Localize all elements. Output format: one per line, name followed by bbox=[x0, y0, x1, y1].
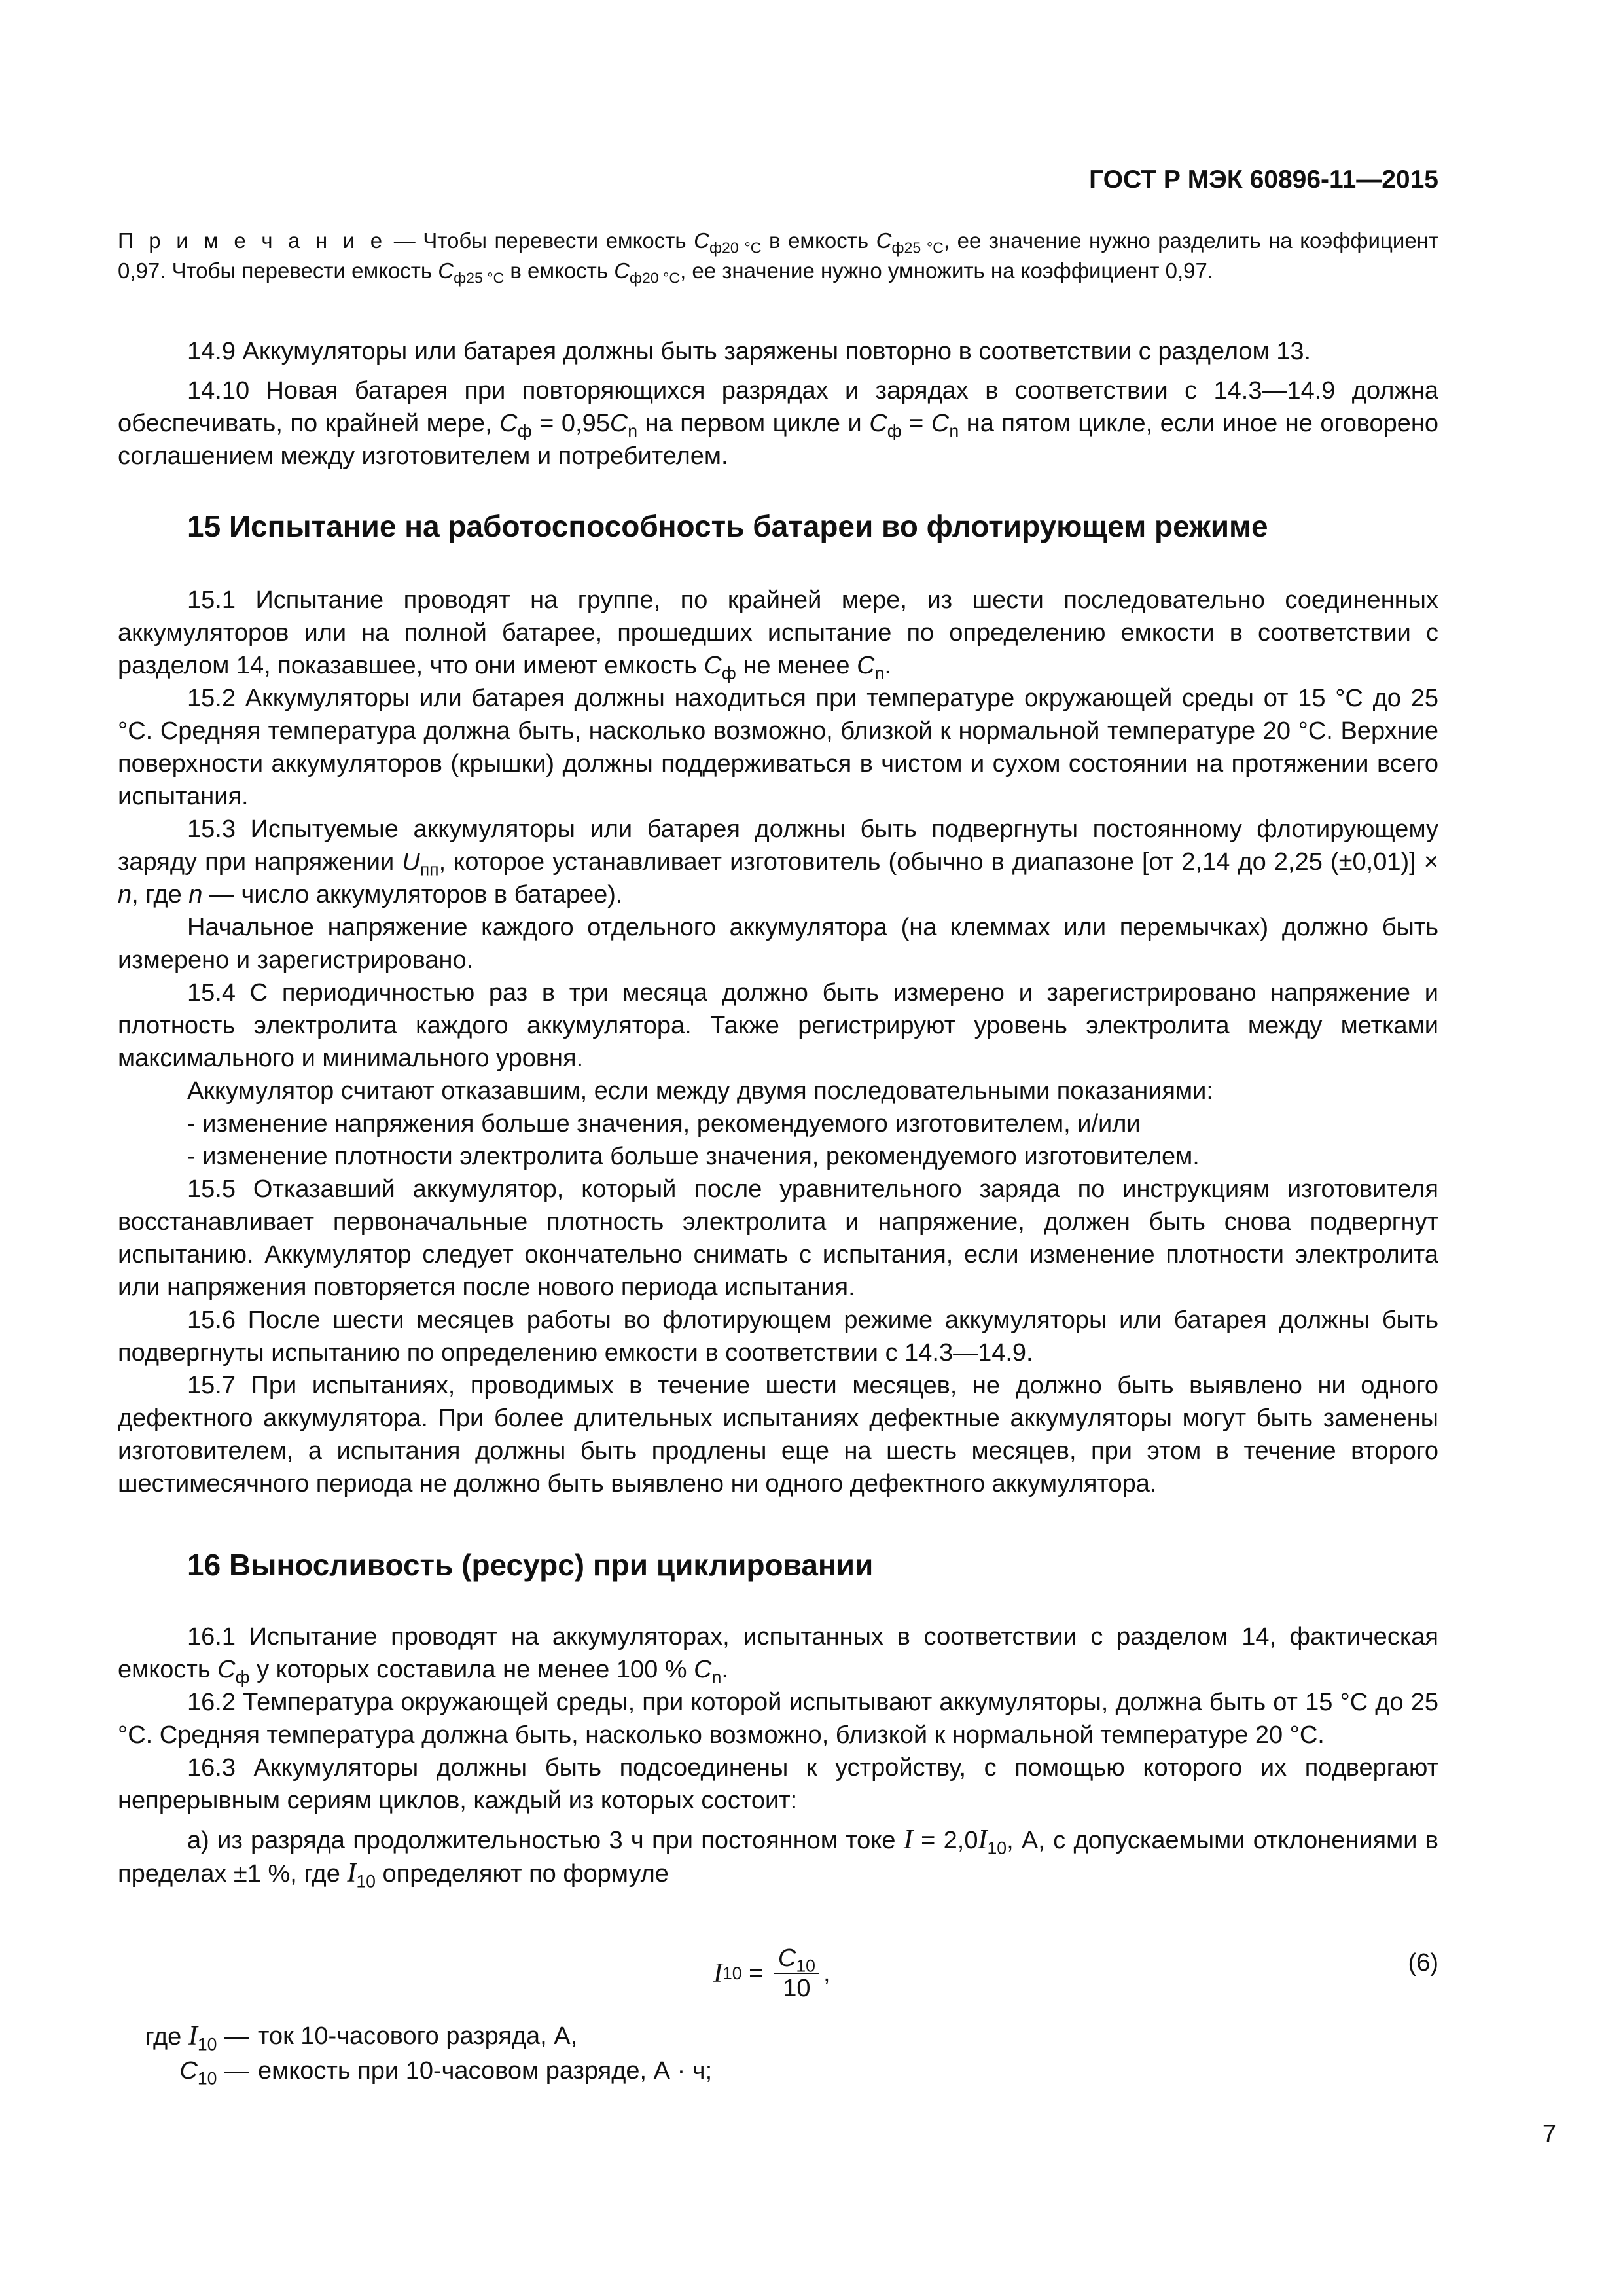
paragraph-14-10 bbox=[118, 374, 1438, 473]
note-subscript: ф20 °C bbox=[709, 239, 762, 257]
note-symbol: C bbox=[614, 259, 630, 283]
paragraph-16-3-a bbox=[118, 1823, 1438, 1890]
document-header: ГОСТ Р МЭК 60896-11—2015 bbox=[1089, 166, 1438, 194]
note-subscript: ф25 °C bbox=[891, 239, 944, 257]
paragraph-15-4-cont: Аккумулятор считают отказавшим, если между двумя последовательными показаниями: bbox=[187, 1077, 1213, 1105]
formula-fraction bbox=[774, 1944, 819, 2003]
symbol: C bbox=[609, 410, 628, 437]
symbol: C bbox=[217, 1656, 236, 1683]
note-symbol: C bbox=[438, 259, 454, 283]
note-symbol: C bbox=[876, 228, 892, 253]
formula-denominator: 10 bbox=[783, 1975, 811, 2002]
text: 15.1 Испытание проводят на группе, по крайней мере, из шести последовательно соединенных аккумуляторов или на полной батарее, прошедших испытание по определению емкости в соответствии с разделом 14, показавшее, что они имеют емкость bbox=[118, 586, 1438, 679]
symbol: C bbox=[179, 2057, 198, 2085]
symbol: I bbox=[347, 1858, 357, 1888]
formula-definitions bbox=[118, 2019, 1438, 2088]
note-symbol: C bbox=[694, 228, 709, 253]
text: 14.10 Новая батарея при повторяющихся разрядах и зарядах в соответствии с 14.3—14.9 должна обеспечивать, по крайней мере, bbox=[118, 377, 1438, 437]
definition-symbol bbox=[118, 2054, 249, 2088]
text: — число аккумуляторов в батарее). bbox=[202, 881, 623, 908]
symbol: C bbox=[499, 410, 518, 437]
section-15-body bbox=[118, 584, 1438, 1500]
note-label: П р и м е ч а н и е bbox=[118, 228, 387, 253]
paragraph-15-4: 15.4 С периодичностью раз в три месяца должно быть измерено и зарегистрировано напряжение и плотность электролита каждого аккумулятора. Также регистрируют уровень электролита между метками максимального и минимального уровня. bbox=[118, 979, 1438, 1072]
section-14-end bbox=[118, 335, 1438, 473]
text: . bbox=[721, 1656, 728, 1683]
symbol: I bbox=[188, 2021, 198, 2051]
symbol: C bbox=[857, 652, 875, 679]
formula-numerator-symbol: C bbox=[777, 1945, 796, 1972]
text: , А, с допускаемыми отклонениями в пределах ±1 %, где bbox=[118, 1827, 1438, 1888]
subscript: n bbox=[874, 663, 885, 683]
paragraph-15-3 bbox=[118, 813, 1438, 911]
definition-row bbox=[118, 2054, 1438, 2088]
subscript: n bbox=[628, 421, 638, 441]
note-text: в емкость bbox=[761, 228, 876, 253]
definition-symbol bbox=[118, 2019, 249, 2054]
text: не менее bbox=[736, 652, 857, 679]
paragraph-14-9: 14.9 Аккумуляторы или батарея должны быть заряжены повторно в соответствии с разделом 13. bbox=[187, 338, 1311, 365]
text: = bbox=[901, 410, 931, 437]
dash-list-item: - изменение напряжения больше значения, рекомендуемого изготовителем, и/или bbox=[187, 1110, 1141, 1138]
text: определяют по формуле bbox=[375, 1860, 669, 1888]
note-text: в емкость bbox=[504, 259, 615, 283]
text: а) из разряда продолжительностью 3 ч при постоянном токе bbox=[187, 1827, 904, 1854]
text: , где bbox=[132, 881, 189, 908]
note-text: , ее значение нужно разделить на коэффициент 0,97. Чтобы перевести емкость bbox=[118, 228, 1439, 283]
symbol: U bbox=[402, 848, 420, 876]
symbol: I bbox=[978, 1825, 988, 1855]
paragraph-16-2: 16.2 Температура окружающей среды, при которой испытывают аккумуляторы, должна быть от 15 °С до 25 °С. Средняя температура должна быть, насколько возможно, близкой к нормальной температуре 20 °С. bbox=[118, 1689, 1438, 1749]
dash: — bbox=[217, 2057, 249, 2085]
where-label: где bbox=[145, 2023, 188, 2051]
paragraph-15-6: 15.6 После шести месяцев работы во флотирующем режиме аккумуляторы или батарея должны быть подвергнуты испытанию по определению емкости в соответствии с 14.3—14.9. bbox=[118, 1306, 1438, 1367]
symbol: C bbox=[931, 410, 950, 437]
text: 16.1 Испытание проводят на аккумуляторах, испытанных в соответствии с разделом 14, фактическая емкость bbox=[118, 1623, 1438, 1683]
definition-text: ток 10-часового разряда, А, bbox=[258, 2022, 578, 2050]
symbol: C bbox=[869, 410, 887, 437]
formula-numerator bbox=[774, 1944, 819, 1974]
formula-expression: I 10 = $\frac{C_{10}}{10}$ , bbox=[713, 1945, 830, 2002]
symbol: n bbox=[118, 881, 132, 908]
symbol: C bbox=[704, 652, 722, 679]
paragraph-15-5: 15.5 Отказавший аккумулятор, который после уравнительного заряда по инструкциям изготовителя восстанавливает первоначальные плотность электролита и напряжение, должен быть снова подвергнут испытанию. Аккумулятор следует окончательно снимать с испытания, если изменение плотности электролита или напряжения повторяется после нового периода испытания. bbox=[118, 1175, 1438, 1301]
symbol: I bbox=[903, 1825, 913, 1855]
dash: — bbox=[217, 2023, 249, 2051]
note-subscript: ф20 °C bbox=[630, 269, 681, 287]
subscript: n bbox=[711, 1667, 722, 1687]
subscript: пп bbox=[419, 859, 439, 880]
text: = 0,95 bbox=[531, 410, 610, 437]
subscript: 10 bbox=[197, 2068, 217, 2089]
note-subscript: ф25 °C bbox=[454, 269, 505, 287]
text: у которых составила не менее 100 % bbox=[249, 1656, 694, 1683]
formula-lhs: I bbox=[713, 1958, 722, 1988]
dash-list-item: - изменение плотности электролита больше значения, рекомендуемого изготовителем. bbox=[187, 1143, 1200, 1170]
formula-6 bbox=[118, 1937, 1438, 2016]
definition-text: емкость при 10-часовом разряде, А · ч; bbox=[258, 2057, 713, 2085]
formula-number: (6) bbox=[1408, 1949, 1438, 1977]
paragraph-16-1 bbox=[118, 1621, 1438, 1686]
formula-numerator-subscript: 10 bbox=[796, 1956, 815, 1976]
paragraph-15-3-cont: Начальное напряжение каждого отдельного аккумулятора (на клеммах или перемычках) должно быть измерено и зарегистрировано. bbox=[118, 914, 1438, 974]
paragraph-16-3: 16.3 Аккумуляторы должны быть подсоединены к устройству, с помощью которого их подвергают непрерывным сериям циклов, каждый из которых состоит: bbox=[118, 1754, 1438, 1814]
paragraph-15-2: 15.2 Аккумуляторы или батарея должны находиться при температуре окружающей среды от 15 °С до 25 °С. Средняя температура должна быть, насколько возможно, близкой к нормальной температуре 20 °С. Верхние поверхности аккумуляторов (крышки) должны поддерживаться в чистом и сухом состоянии на протяжении всего испытания. bbox=[118, 685, 1438, 810]
subscript: 10 bbox=[197, 2034, 217, 2054]
subscript: ф bbox=[517, 421, 532, 441]
symbol: C bbox=[694, 1656, 712, 1683]
subscript: 10 bbox=[356, 1871, 376, 1892]
subscript: 10 bbox=[987, 1838, 1007, 1858]
subscript: ф bbox=[887, 421, 902, 441]
section-15-heading: 15 Испытание на работоспособность батареи во флотирующем режиме bbox=[187, 509, 1268, 543]
text: . bbox=[884, 652, 891, 679]
note-text: — Чтобы перевести емкость bbox=[386, 228, 694, 253]
text: на пятом цикле, если иное не оговорено соглашением между изготовителем и потребителем. bbox=[118, 410, 1439, 470]
page-number: 7 bbox=[1542, 2121, 1556, 2148]
note-paragraph bbox=[118, 226, 1438, 286]
text: 15.3 Испытуемые аккумуляторы или батарея должны быть подвергнуты постоянному флотирующему заряду при напряжении bbox=[118, 816, 1438, 876]
formula-comma: , bbox=[823, 1959, 830, 1987]
text: , которое устанавливает изготовитель (обычно в диапазоне [от 2,14 до 2,25 (±0,01)] × bbox=[438, 848, 1438, 876]
paragraph-15-1 bbox=[118, 584, 1438, 682]
subscript: n bbox=[949, 421, 959, 441]
definition-row bbox=[118, 2019, 1438, 2054]
symbol: n bbox=[188, 881, 203, 908]
note-text: , ее значение нужно умножить на коэффициент 0,97. bbox=[680, 259, 1213, 283]
section-16-body bbox=[118, 1621, 1438, 1890]
paragraph-15-7: 15.7 При испытаниях, проводимых в течение шести месяцев, не должно быть выявлено ни одного дефектного аккумулятора. При более длительных испытаниях дефектные аккумуляторы могут быть заменены изготовителем, а испытания должны быть продлены еще на шесть месяцев, при этом в течение второго шестимесячного периода не должно быть выявлено ни одного дефектного аккумулятора. bbox=[118, 1372, 1438, 1498]
subscript: ф bbox=[721, 663, 736, 683]
subscript: ф bbox=[235, 1667, 250, 1687]
text: = 2,0 bbox=[912, 1827, 978, 1854]
text: на первом цикле и bbox=[637, 410, 870, 437]
formula-equals: = bbox=[741, 1959, 770, 1987]
section-16-heading: 16 Выносливость (ресурс) при циклировании bbox=[187, 1548, 874, 1582]
